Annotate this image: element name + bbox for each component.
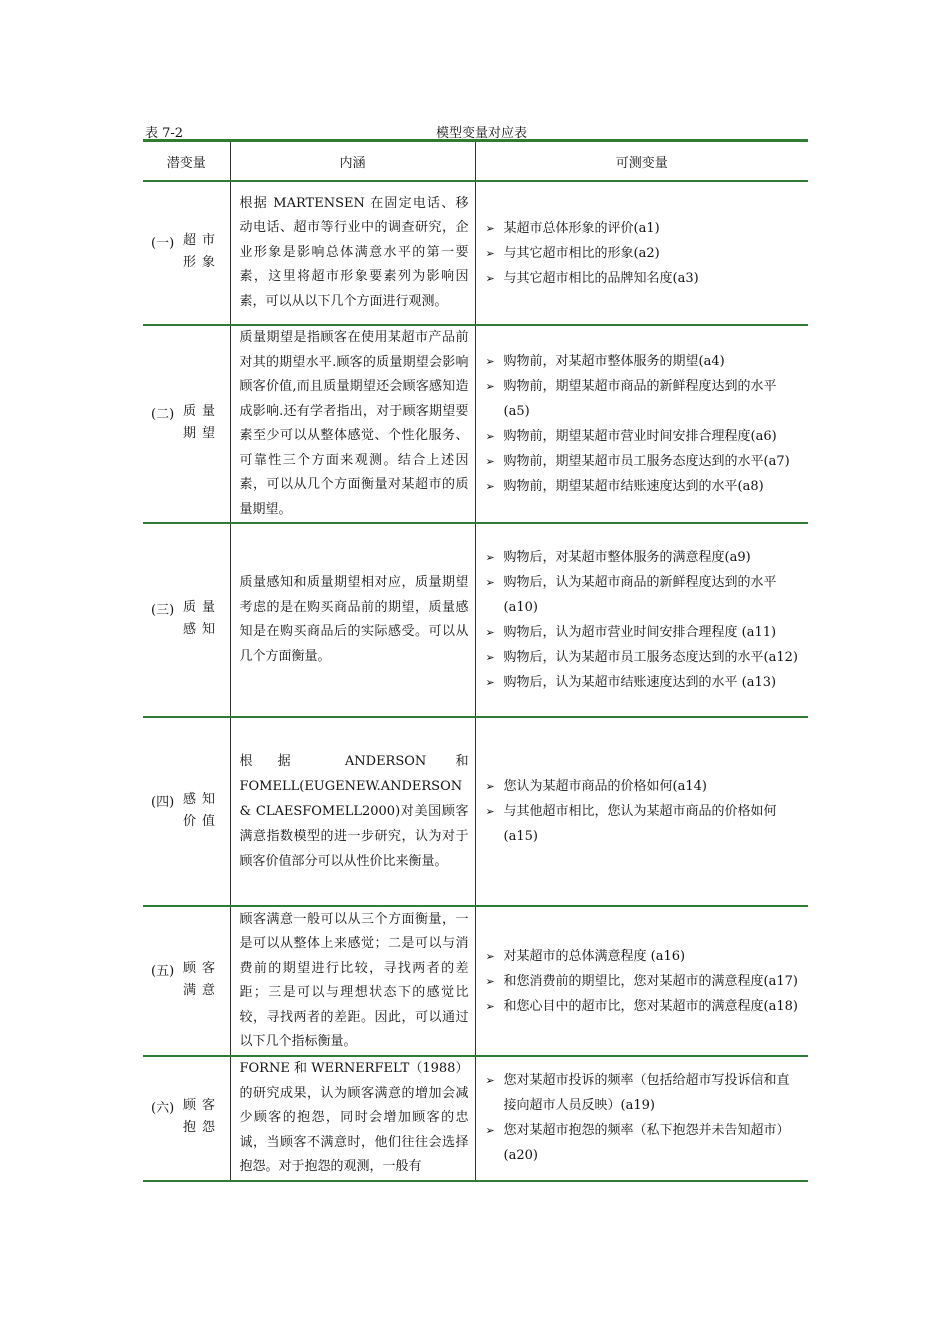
latent-cell xyxy=(143,717,230,906)
latent-cell xyxy=(143,181,230,325)
list-item: ➢ 购物后，认为某超市员工服务态度达到的水平(a12) xyxy=(486,645,801,670)
meaning-text: 根据 ANDERSON 和 FOMELL(EUGENEW.ANDERSON & CLAESFOMELL2000)对美国顾客满意指数模型的进一步研究，认为对于顾客价值部分可以从性价比来衡量。 xyxy=(239,754,469,869)
list-item: ➢ 和您心目中的超市比，您对某超市的满意程度(a18) xyxy=(486,994,801,1019)
list-item: ➢ 和您消费前的期望比，您对某超市的满意程度(a17) xyxy=(486,969,801,994)
latent-number: (二) xyxy=(151,407,175,422)
header-latent: 潜变量 xyxy=(143,142,230,181)
table-row xyxy=(143,523,808,717)
latent-number: (六) xyxy=(151,1101,175,1117)
list-item: ➢ 与其它超市相比的形象(a2) xyxy=(486,241,801,266)
meaning-cell xyxy=(230,325,475,523)
table-title: 模型变量对应表 xyxy=(435,126,527,141)
list-item: ➢ 与其它超市相比的品牌知名度(a3) xyxy=(486,266,801,291)
list-item: ➢ 购物前，期望某超市员工服务态度达到的水平(a7) xyxy=(486,449,801,474)
observed-cell xyxy=(475,325,808,523)
meaning-cell xyxy=(230,181,475,325)
header-meaning: 内涵 xyxy=(230,142,475,181)
list-item: ➢ 购物前，对某超市整体服务的期望(a4) xyxy=(486,349,801,374)
latent-cell xyxy=(143,1056,230,1181)
latent-cell xyxy=(143,523,230,717)
list-item: ➢ 购物后，对某超市整体服务的满意程度(a9) xyxy=(486,545,801,570)
latent-cell xyxy=(143,325,230,523)
list-item: ➢ 某超市总体形象的评价(a1) xyxy=(486,216,801,241)
latent-number: (一) xyxy=(151,236,175,251)
latent-name: 感知价值 xyxy=(183,791,222,829)
list-item: ➢ 购物前，期望某超市营业时间安排合理程度(a6) xyxy=(486,424,801,449)
meaning-cell xyxy=(230,717,475,906)
table-row xyxy=(143,906,808,1056)
latent-name: 顾客抱怨 xyxy=(183,1098,222,1136)
latent-number: (五) xyxy=(151,964,175,979)
latent-name: 顾客满意 xyxy=(183,961,222,998)
table-row xyxy=(143,181,808,325)
latent-number: (三) xyxy=(151,603,175,618)
meaning-cell xyxy=(230,523,475,717)
observed-list xyxy=(476,774,809,849)
observed-list xyxy=(476,944,809,1019)
variable-table xyxy=(143,142,808,1182)
observed-list xyxy=(476,545,809,695)
meaning-text: 质量期望是指顾客在使用某超市产品前对其的期望水平.顾客的质量期望会影响顾客价值,而且质量期望还会顾客感知造成影响.还有学者指出，对于顾客期望要素至少可以从整体感觉、个性化服务、可靠性三个方面来观测。结合上述因素，可以从几个方面衡量对某超市的质量期望。 xyxy=(239,330,469,517)
meaning-cell xyxy=(230,906,475,1056)
list-item: ➢ 对某超市的总体满意程度 (a16) xyxy=(486,944,801,969)
list-item: ➢ 与其他超市相比，您认为某超市商品的价格如何(a15) xyxy=(486,799,801,849)
list-item: ➢ 您认为某超市商品的价格如何(a14) xyxy=(486,774,801,799)
meaning-text: FORNE 和 WERNERFELT（1988）的研究成果，认为顾客满意的增加会减少顾客的抱怨，同时会增加顾客的忠诚，当顾客不满意时，他们往往会选择抱怨。对于抱怨的观测，一般有 xyxy=(239,1061,469,1174)
table-number: 表 7-2 xyxy=(145,126,184,141)
observed-cell xyxy=(475,181,808,325)
table-row xyxy=(143,325,808,523)
observed-cell xyxy=(475,523,808,717)
table-caption xyxy=(143,121,808,141)
table-row xyxy=(143,1056,808,1181)
header-observed: 可测变量 xyxy=(475,142,808,181)
meaning-text: 根据 MARTENSEN 在固定电话、移动电话、超市等行业中的调查研究，企业形象是影响总体满意水平的第一要素，这里将超市形象要素列为影响因素，可以从以下几个方面进行观测。 xyxy=(239,195,469,309)
list-item: ➢ 您对某超市抱怨的频率（私下抱怨并未告知超市）(a20) xyxy=(486,1118,801,1168)
latent-number: (四) xyxy=(151,794,175,810)
latent-name: 质量期望 xyxy=(183,404,222,441)
observed-cell xyxy=(475,1056,808,1181)
table-row xyxy=(143,717,808,906)
latent-cell xyxy=(143,906,230,1056)
latent-name: 超市形象 xyxy=(183,233,222,270)
observed-list xyxy=(476,349,809,499)
meaning-text: 质量感知和质量期望相对应，质量期望考虑的是在购买商品前的期望，质量感知是在购买商品后的实际感受。可以从几个方面衡量。 xyxy=(239,575,469,664)
list-item: ➢ 您对某超市投诉的频率（包括给超市写投诉信和直接向超市人员反映）(a19) xyxy=(486,1068,801,1118)
list-item: ➢ 购物后，认为某超市结账速度达到的水平 (a13) xyxy=(486,670,801,695)
header-row xyxy=(143,142,808,181)
list-item: ➢ 购物后，认为某超市商品的新鲜程度达到的水平(a10) xyxy=(486,570,801,620)
observed-cell xyxy=(475,717,808,906)
list-item: ➢ 购物前，期望某超市结账速度达到的水平(a8) xyxy=(486,474,801,499)
observed-list xyxy=(476,1068,809,1168)
observed-list xyxy=(476,216,809,291)
meaning-text: 顾客满意一般可以从三个方面衡量，一是可以从整体上来感觉；二是可以与消费前的期望进行比较，寻找两者的差距；三是可以与理想状态下的感觉比较，寻找两者的差距。因此，可以通过以下几个指标衡量。 xyxy=(239,911,469,1049)
list-item: ➢ 购物前，期望某超市商品的新鲜程度达到的水平(a5) xyxy=(486,374,801,424)
latent-name: 质量感知 xyxy=(183,600,222,637)
meaning-cell xyxy=(230,1056,475,1181)
list-item: ➢ 购物后，认为超市营业时间安排合理程度 (a11) xyxy=(486,620,801,645)
observed-cell xyxy=(475,906,808,1056)
